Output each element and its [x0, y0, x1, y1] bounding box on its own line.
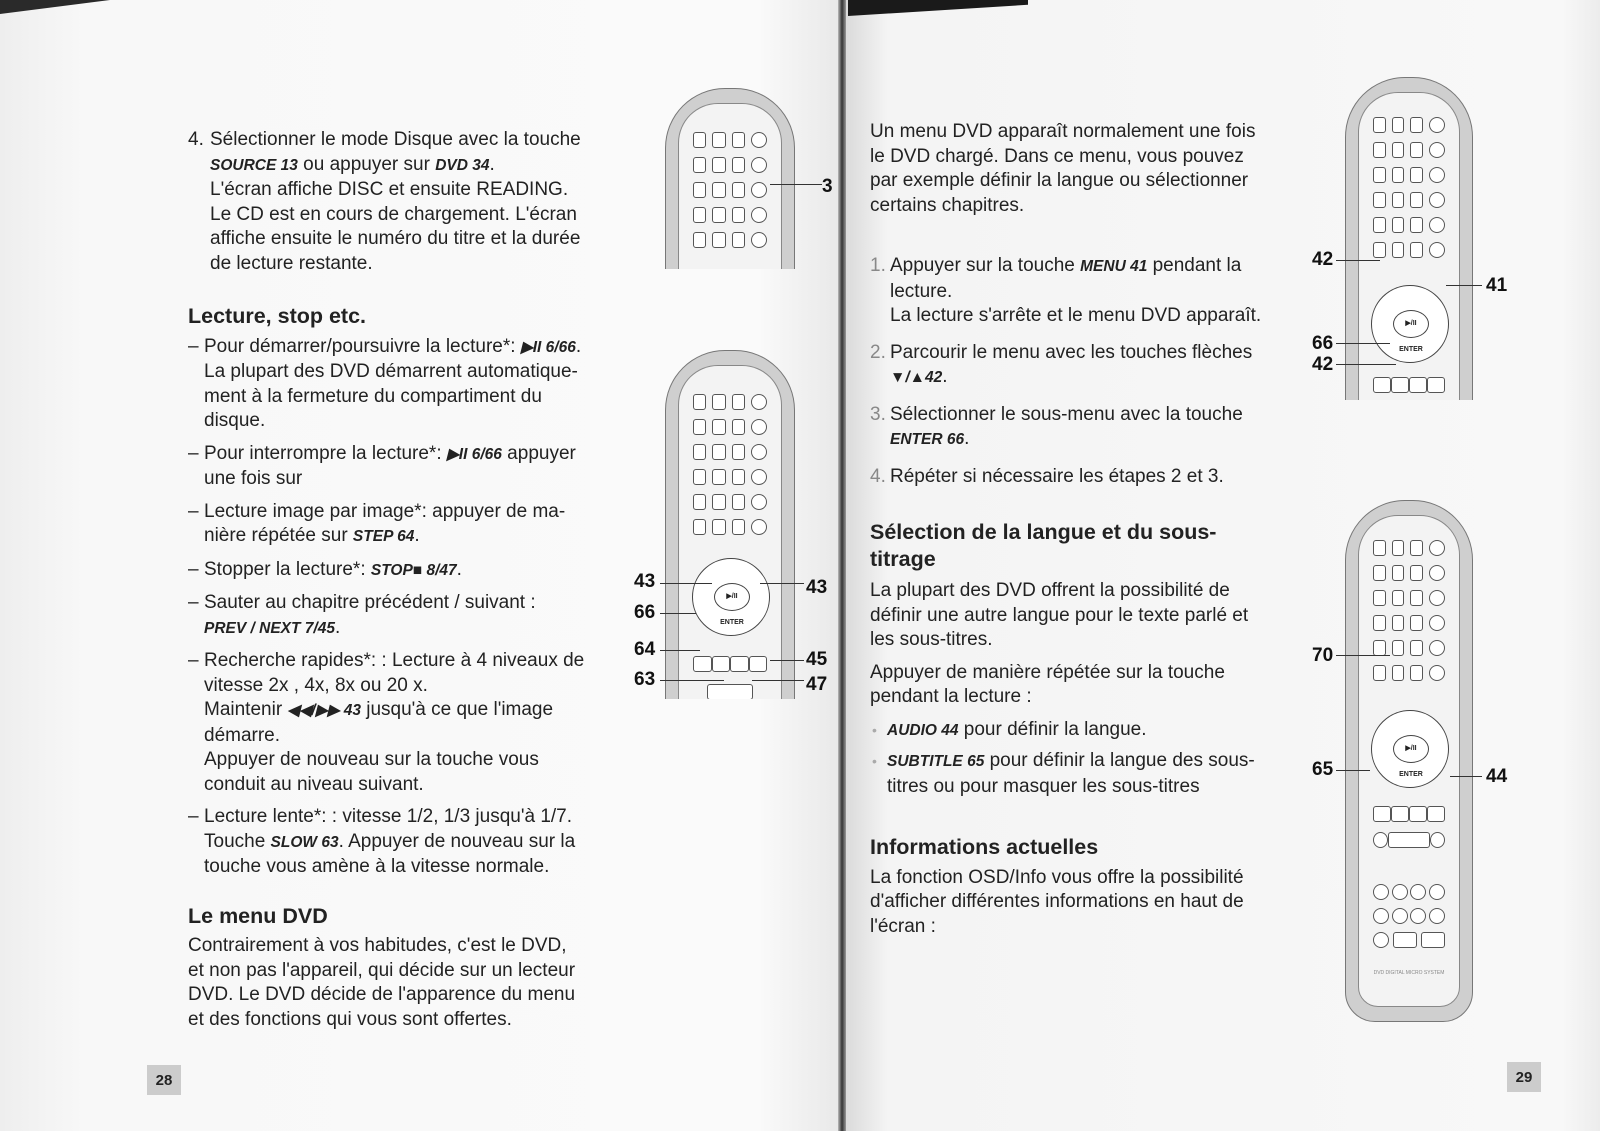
callout-number: 3 — [822, 176, 833, 197]
callout-number: 44 — [1486, 766, 1508, 787]
section-heading-langue: Sélection de la langue et du sous- titrage — [870, 520, 1217, 571]
list-item: • SUBTITLE 65 pour définir la langue des sous- titres ou pour masquer les sous-titres — [870, 749, 1290, 799]
remote-illustration — [1345, 500, 1473, 1022]
navigation-dial: ▶/II ENTER — [692, 558, 770, 636]
callout-number: 47 — [806, 674, 828, 695]
callout-number: 63 — [634, 669, 656, 690]
callout-number: 42 — [1312, 249, 1334, 270]
left-text-column — [188, 128, 613, 1040]
paragraph: La plupart des DVD offrent la possibilité de définir une autre langue pour le texte parlé et les sous-titres. — [870, 580, 1249, 650]
callout-number: 43 — [634, 571, 656, 592]
remote-illustration — [665, 350, 795, 699]
list-item: – Pour interrompre la lecture*: ▶II 6/66 appuyer une fois sur — [188, 442, 613, 492]
step-4: 4. Sélectionner le mode Disque avec la touche SOURCE 13 ou appuyer sur DVD 34. L'écran affiche DISC et ensuite READING. Le CD est en cours de chargement. L'écran affiche ensuite le numéro du titre et la durée de lecture restante. — [188, 129, 581, 274]
page-number: 28 — [147, 1065, 181, 1095]
page-number: 29 — [1507, 1062, 1541, 1092]
paragraph: Un menu DVD apparaît normalement une fois le DVD chargé. Dans ce menu, vous pouvez par exemple définir la langue ou sélectionner certains chapitres. — [870, 121, 1256, 216]
list-item: – Sauter au chapitre précédent / suivant : PREV / NEXT 7/45. — [188, 591, 613, 641]
step-4: 4. Répéter si nécessaire les étapes 2 et 3. — [870, 465, 1224, 487]
callout-number: 66 — [634, 602, 656, 623]
list-item: • AUDIO 44 pour définir la langue. — [870, 718, 1290, 744]
section-heading-menu: Le menu DVD — [188, 903, 328, 928]
step-1: 1. Appuyer sur la touche MENU 41 pendant la lecture. La lecture s'arrête et le menu DVD apparaît. — [870, 255, 1262, 326]
list-item: – Lecture image par image*: appuyer de ma- nière répétée sur STEP 64. — [188, 500, 613, 550]
callout-number: 41 — [1486, 275, 1508, 296]
callout-number: 64 — [634, 639, 656, 660]
right-text-column — [870, 120, 1290, 947]
callout-number: 43 — [806, 577, 828, 598]
section-heading-info: Informations actuelles — [870, 835, 1099, 859]
section-heading-lecture: Lecture, stop etc. — [188, 304, 367, 328]
list-item: – Recherche rapides*: : Lecture à 4 niveaux de vitesse 2x , 4x, 8x ou 20 x. Maintenir ◀◀/▶▶ 43 jusqu'à ce que l'image démarre. Appuyer de nouveau sur la touche vous conduit au niveau suivant. — [188, 649, 613, 797]
remote-illustration — [665, 88, 795, 269]
callout-number: 70 — [1312, 645, 1334, 666]
book-spine — [838, 0, 846, 1131]
navigation-dial: ▶/II ENTER — [1371, 710, 1449, 788]
navigation-dial: ▶/II ENTER — [1371, 285, 1449, 363]
step-3: 3. Sélectionner le sous-menu avec la touche ENTER 66. — [870, 403, 1243, 449]
remote-illustration — [1345, 77, 1473, 400]
paragraph: Contrairement à vos habitudes, c'est le DVD, et non pas l'appareil, qui décide sur un lecteur DVD. Le DVD décide de l'apparence du menu et des fonctions qui vous sont offertes. — [188, 935, 576, 1030]
remote-brand-label: DVD DIGITAL MICRO SYSTEM — [1373, 970, 1445, 976]
paragraph: Appuyer de manière répétée sur la touche pendant la lecture : — [870, 661, 1225, 707]
callout-number: 65 — [1312, 759, 1334, 780]
step-2: 2. Parcourir le menu avec les touches flèches ▼/▲42. — [870, 341, 1253, 387]
list-item: – Lecture lente*: : vitesse 1/2, 1/3 jusqu'à 1/7. Touche SLOW 63. Appuyer de nouveau sur la touche vous amène à la vitesse normale. — [188, 805, 613, 880]
list-item: – Stopper la lecture*: STOP■ 8/47. — [188, 558, 613, 584]
callout-number: 45 — [806, 649, 828, 670]
callout-number: 66 — [1312, 333, 1334, 354]
callout-number: 42 — [1312, 354, 1334, 375]
paragraph: La fonction OSD/Info vous offre la possibilité d'afficher différentes informations en haut de l'écran : — [870, 866, 1244, 937]
list-item: – Pour démarrer/poursuivre la lecture*: ▶II 6/66. La plupart des DVD démarrent automatique- ment à la fermeture du compartiment du disque. — [188, 335, 613, 434]
